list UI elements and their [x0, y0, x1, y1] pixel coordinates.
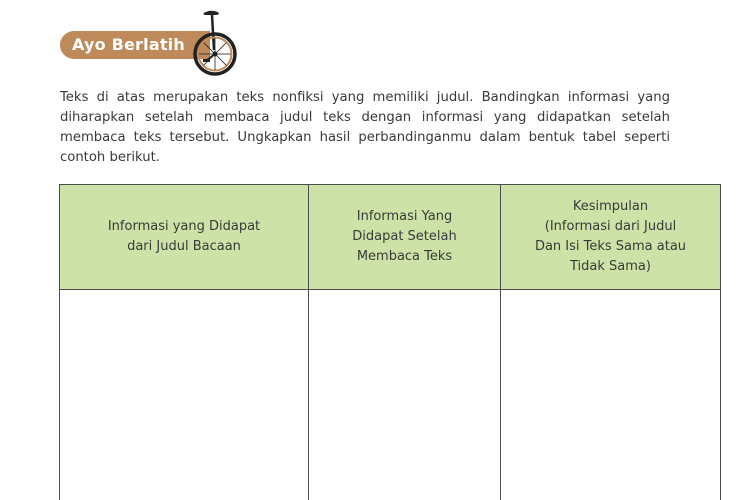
comparison-table — [59, 184, 721, 500]
comparison-table-container — [59, 184, 687, 500]
header-conclusion: Kesimpulan (Informasi dari Judul Dan Isi Teks Sama atau Tidak Sama) — [501, 185, 721, 290]
header-info-from-title: Informasi yang Didapat dari Judul Bacaan — [60, 185, 309, 290]
table-cell-info-after-reading[interactable] — [309, 290, 501, 500]
table-cell-info-from-title[interactable] — [60, 290, 309, 500]
instruction-paragraph: Teks di atas merupakan teks nonfiksi yang memiliki judul. Bandingkan informasi yang diharapkan setelah membaca judul teks dengan informasi yang didapatkan setelah membaca teks tersebut. Ungkapkan hasil perbandinganmu dalam bentuk tabel seperti contoh berikut. — [60, 90, 670, 165]
section-badge-label: Ayo Berlatih — [72, 35, 185, 54]
table-row — [60, 290, 721, 500]
table-cell-conclusion[interactable] — [501, 290, 721, 500]
unicycle-icon — [186, 8, 246, 78]
table-header-row — [60, 185, 721, 290]
header-info-after-reading: Informasi Yang Didapat Setelah Membaca Teks — [309, 185, 501, 290]
